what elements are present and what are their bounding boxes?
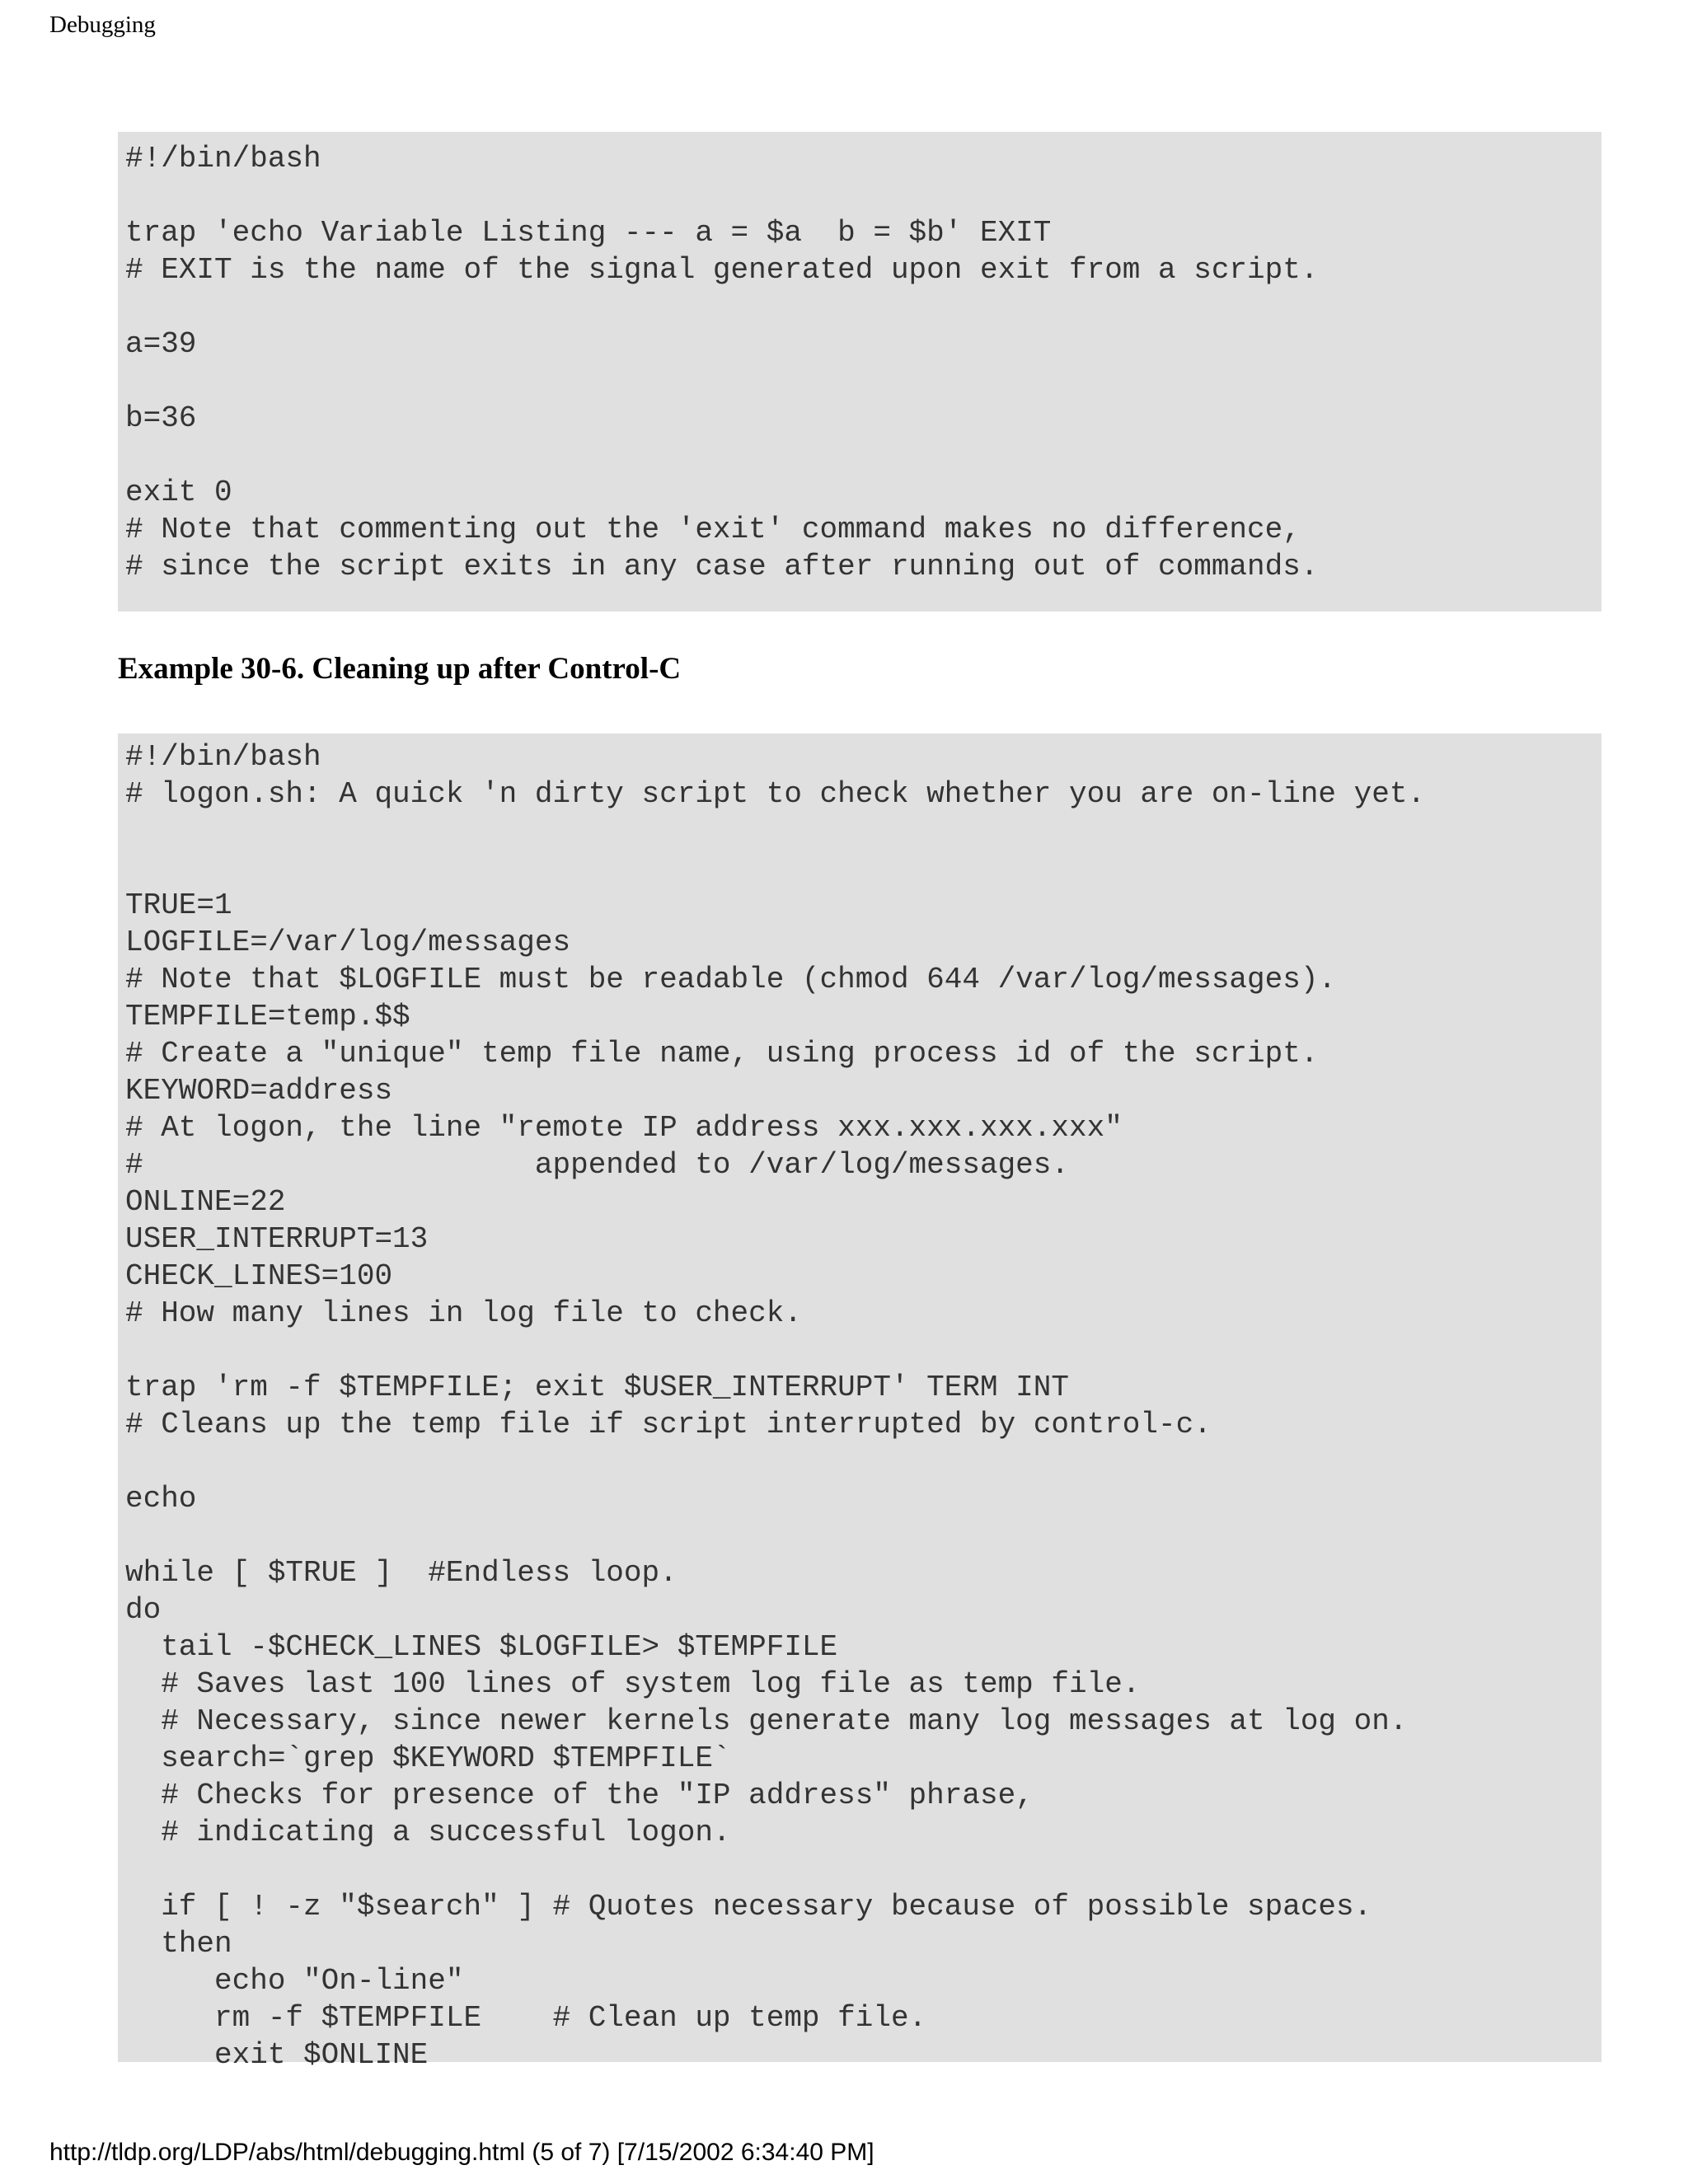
code-block-logon-script	[118, 733, 1601, 2072]
code-block-logon-script-text: #!/bin/bash # logon.sh: A quick 'n dirty script to check whether you are on-line yet. TRUE=1 LOGFILE=/var/log/messages # Note that $LOGFILE must be readable (chmod 644 /var/log/messages). TEMPFILE=temp.$$ # Create a "unique" temp file name, using process id of the script. KEYWORD=address # At logon, the line "remote IP address xxx.xxx.xxx.xxx" # appended to /var/log/messages. ONLINE=22 USER_INTERRUPT=13 CHECK_LINES=100 # How many lines in log file to check. trap 'rm -f $TEMPFILE; exit $USER_INTERRUPT' TERM INT # Cleans up the temp file if script interrupted by control-c. echo while [ $TRUE ] #Endless loop. do tail -$CHECK_LINES $LOGFILE> $TEMPFILE # Saves last 100 lines of system log file as temp file. # Necessary, since newer kernels generate many log messages at log on. search=`grep $KEYWORD $TEMPFILE` # Checks for presence of the "IP address" phrase, # indicating a successful logon. if [ ! -z "$search" ] # Quotes necessary because of possible spaces. then echo "On-line" rm -f $TEMPFILE # Clean up temp file. exit $ONLINE	[125, 740, 1426, 2072]
example-title: Example 30-6. Cleaning up after Control-C	[118, 652, 682, 686]
page-footer-url: http://tldp.org/LDP/abs/html/debugging.html (5 of 7) [7/15/2002 6:34:40 PM]	[49, 2139, 874, 2166]
page-header-title: Debugging	[49, 12, 156, 38]
code-block-exit-trap	[118, 132, 1601, 612]
code-block-exit-trap-text: #!/bin/bash trap 'echo Variable Listing --- a = $a b = $b' EXIT # EXIT is the name of the signal generated upon exit from a script. a=39 b=36 exit 0 # Note that commenting out the 'exit' command makes no difference, # since the script exits in any case after running out of commands.	[125, 142, 1319, 583]
